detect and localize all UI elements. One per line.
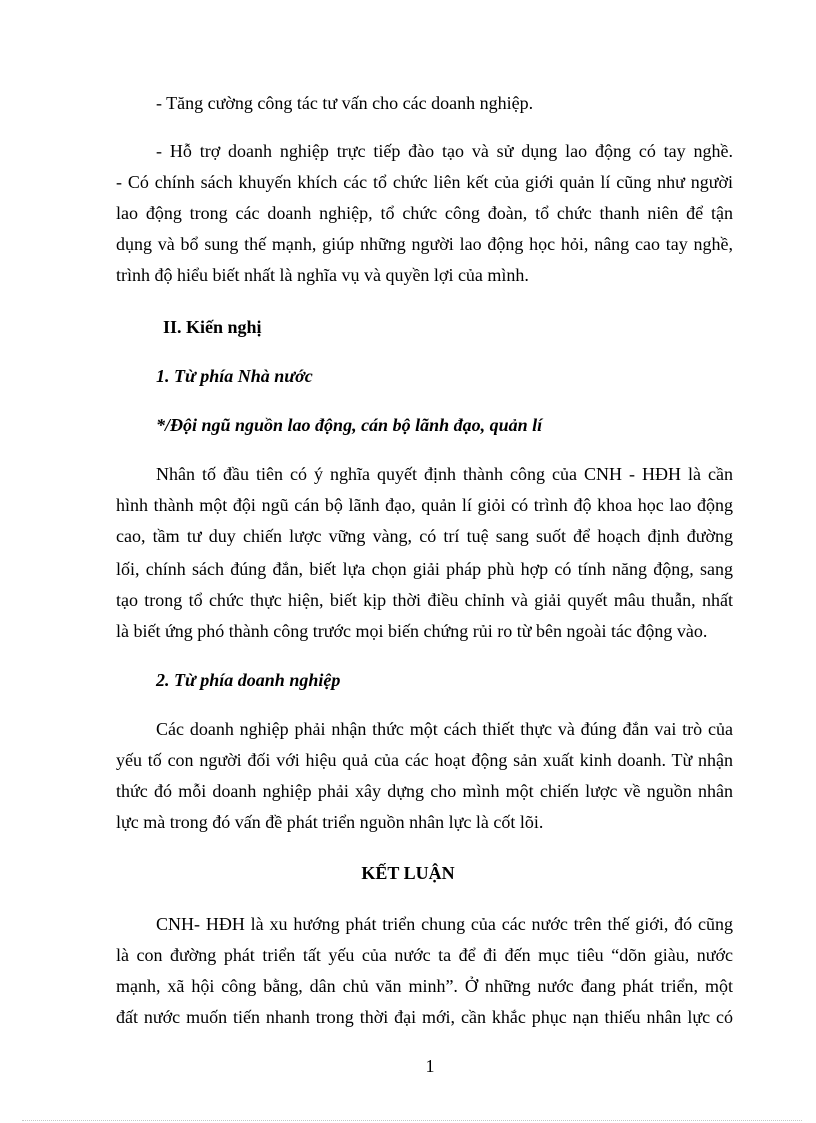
subheading-state: 1. Từ phía Nhà nước [156, 366, 313, 386]
subheading-business: 2. Từ phía doanh nghiệp [156, 670, 341, 690]
page-bottom-divider [22, 1120, 802, 1121]
heading-recommendations: II. Kiến nghị [163, 317, 262, 337]
bullet-policy-line-4: trình độ hiểu biết nhất là nghĩa vụ và quyền lợi của mình. [116, 265, 529, 285]
para-business-line-4: lực mà trong đó vấn đề phát triển nguồn nhân lực là cốt lõi. [116, 812, 544, 832]
bullet-policy-line-2: lao động trong các doanh nghiệp, tổ chức công đoàn, tổ chức thanh niên để tận [116, 203, 733, 223]
page-number: 1 [425, 1056, 435, 1076]
para-conclusion-line-2: là con đường phát triển tất yếu của nước ta để đi đến mục tiêu “dõn giàu, nước [116, 945, 733, 965]
para-state-line-4: lối, chính sách đúng đắn, biết lựa chọn giải pháp phù hợp có tính năng động, sang [116, 559, 733, 579]
para-state-line-5: tạo trong tổ chức thực hiện, biết kịp thời điều chỉnh và giải quyết mâu thuẫn, nhất [116, 590, 733, 610]
para-business-line-2: yếu tố con người đối với hiệu quả của các hoạt động sản xuất kinh doanh. Từ nhận [116, 750, 733, 770]
para-state-line-3: cao, tầm tư duy chiến lược vững vàng, có trí tuệ sang suốt để hoạch định đường [116, 526, 733, 546]
para-conclusion-line-3: mạnh, xã hội công bằng, dân chủ văn minh”. Ở những nước đang phát triển, một [116, 976, 733, 996]
para-business-line-1: Các doanh nghiệp phải nhận thức một cách thiết thực và đúng đắn vai trò của [156, 719, 733, 739]
para-conclusion-line-1: CNH- HĐH là xu hướng phát triển chung của các nước trên thế giới, đó cũng [156, 914, 733, 934]
bullet-policy-line-1: - Có chính sách khuyến khích các tổ chức liên kết của giới quản lí cũng như người [116, 172, 733, 192]
para-state-line-1: Nhân tố đầu tiên có ý nghĩa quyết định thành công của CNH - HĐH là cần [156, 464, 733, 484]
para-state-line-2: hình thành một đội ngũ cán bộ lãnh đạo, quản lí giỏi có trình độ khoa học lao động [116, 495, 733, 515]
para-conclusion-line-4: đất nước muốn tiến nhanh trong thời đại mới, cần khắc phục nạn thiếu nhân lực có [116, 1007, 733, 1027]
subheading-workforce: */Đội ngũ nguồn lao động, cán bộ lãnh đạo, quản lí [156, 415, 543, 435]
bullet-support-line-1: - Hỗ trợ doanh nghiệp trực tiếp đào tạo và sử dụng lao động có tay nghề. [156, 141, 733, 161]
bullet-policy-line-3: dụng và bổ sung thế mạnh, giúp những người lao động học hỏi, nâng cao tay nghề, [116, 234, 733, 254]
para-state-line-6: là biết ứng phó thành công trước mọi biến chứng rủi ro từ bên ngoài tác động vào. [116, 621, 708, 641]
para-business-line-3: thức đó mỗi doanh nghiệp phải xây dựng cho mình một chiến lược về nguồn nhân [116, 781, 733, 801]
bullet-advisory: - Tăng cường công tác tư vấn cho các doanh nghiệp. [156, 93, 534, 113]
heading-conclusion: KẾT LUẬN [361, 863, 455, 883]
